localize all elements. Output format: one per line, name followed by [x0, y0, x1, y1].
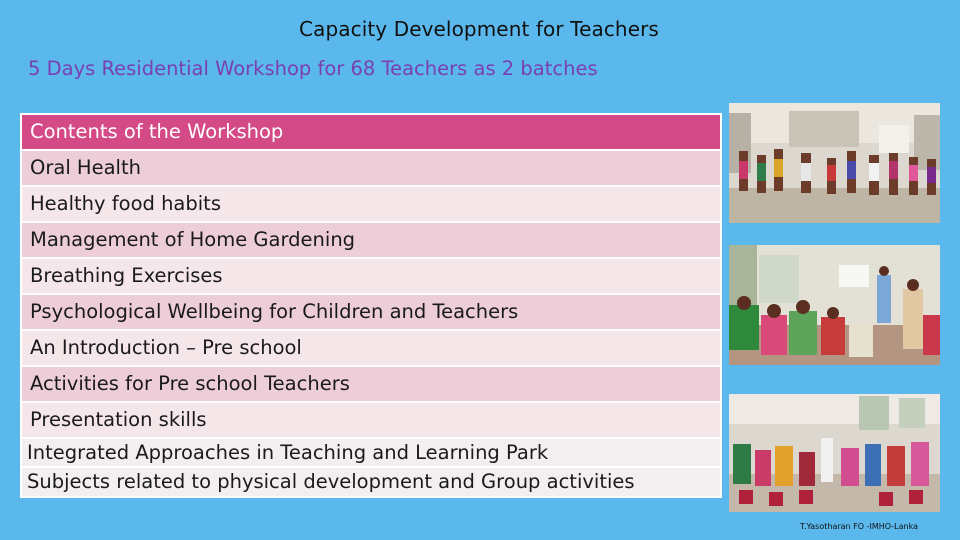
table-row: Breathing Exercises [22, 259, 720, 295]
table-row: Psychological Wellbeing for Children and Teachers [22, 295, 720, 331]
table-row: Presentation skills [22, 403, 720, 439]
photo-credit: T.Yasotharan FO -IMHO-Lanka [800, 522, 918, 531]
workshop-contents-table [20, 113, 722, 498]
table-header: Contents of the Workshop [22, 115, 720, 151]
table-row: Management of Home Gardening [22, 223, 720, 259]
workshop-photo-hall [729, 103, 940, 223]
table-row: An Introduction – Pre school [22, 331, 720, 367]
table-row: Oral Health [22, 151, 720, 187]
slide-title: Capacity Development for Teachers [299, 17, 659, 41]
workshop-photo-group [729, 394, 940, 512]
table-row: Integrated Approaches in Teaching and Learning Park [22, 439, 720, 468]
table-row: Subjects related to physical development and Group activities [22, 468, 720, 496]
slide-subtitle: 5 Days Residential Workshop for 68 Teachers as 2 batches [28, 57, 598, 80]
table-row: Activities for Pre school Teachers [22, 367, 720, 403]
workshop-photo-classroom [729, 245, 940, 365]
table-row: Healthy food habits [22, 187, 720, 223]
